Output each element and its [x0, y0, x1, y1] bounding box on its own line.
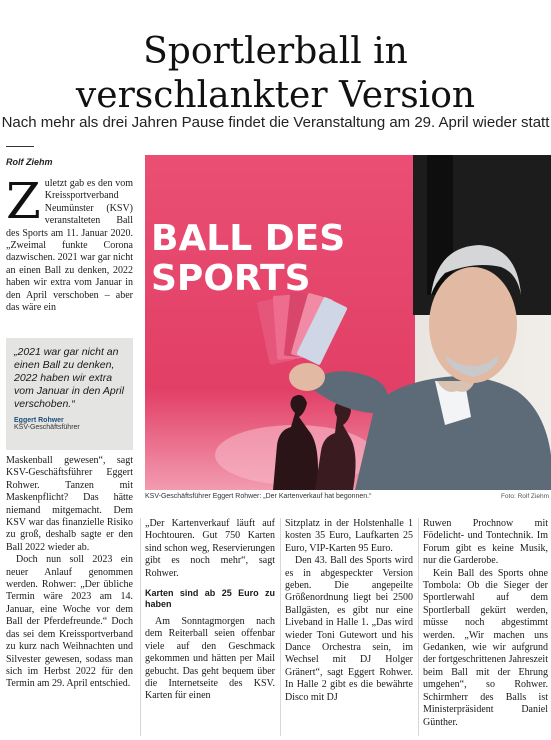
column-divider [280, 518, 281, 736]
paragraph: Den 43. Ball des Sports wird es in abgespeckter Version geben. Die angepeilte Größenordnung liegt bei 2500 Ballgästen, es gibt nur eine Liveband in Halle 1. „Das wird wieder Toni Gutewort und his Dance Orchestra sein, im Wechsel mit DJ Holger Gränert“, sagt Eggert Rohwer. In Halle 2 gibt es die bewährte Disco mit DJ [285, 555, 413, 703]
author-byline: Rolf Ziehm [6, 157, 53, 167]
headline-line-1: Sportlerball in [143, 31, 408, 73]
column-1-bottom [6, 455, 133, 691]
paragraph: Maskenball gewesen“, sagt KSV-Geschäftsführer Eggert Rohwer. Tanzen mit Maskenpflicht? Das hätte niemand mitgemacht. Dem KSV war das finanzielle Risiko zu groß, deshalb sagte er den Ball 2022 wieder ab. [6, 455, 133, 553]
column-3 [285, 518, 413, 704]
column-divider [140, 518, 141, 736]
pull-quote [6, 338, 133, 450]
article-photo [145, 155, 551, 490]
paragraph: Doch nun soll 2023 ein neuer Anlauf genommen werden. Rohwer: „Der übliche Termin wäre 2023 am 14. Januar, eine Woche vor dem Ball der Pferdefreunde.“ Doch das sei dem Kreissportverband zu kurz nach Weihnachten und Silvester gewesen, sodass man sich im Herbst 2022 für den Termin am 29. April entschied. [6, 554, 133, 690]
column-4 [423, 518, 548, 729]
pull-quote-text: „2021 war gar nicht an einen Ball zu denken, 2022 haben wir extra vom Januar in den April verschoben.“ [14, 346, 124, 410]
photo-credit: Foto: Rolf Ziehm [500, 493, 549, 500]
pull-quote-name: Eggert Rohwer [14, 417, 64, 424]
column-2 [145, 518, 275, 703]
subheadline: Nach mehr als drei Jahren Pause findet die Veranstaltung am 29. April wieder statt [1, 114, 550, 131]
caption-text: KSV-Geschäftsführer Eggert Rohwer: „Der Kartenverkauf hat begonnen.“ [145, 493, 372, 500]
photo-caption [145, 493, 551, 500]
photo-illustration [145, 155, 551, 490]
paragraph: „Der Kartenverkauf läuft auf Hochtouren. Gut 750 Karten sind schon weg, Reservierungen gibt es noch mehr“, sagt Rohwer. [145, 518, 275, 579]
paragraph: Sitzplatz in der Holstenhalle 1 kosten 35 Euro, Laufkarten 25 Euro, VIP-Karten 95 Euro. [285, 518, 413, 554]
paragraph: Am Sonntagmorgen nach dem Reiterball seien offenbar viele auf den Geschmack gekommen und hätten per Mail gebucht. Das geht bequem über die Internetseite des KSV. Karten für einen [145, 616, 275, 702]
dropcap: Z [6, 172, 41, 230]
poster-title-line-1: BALL DES [151, 218, 346, 259]
paragraph: Ruwen Prochnow mit Födelicht- und Tontechnik. Im Forum gibt es keine Musik, nur die Garderobe. [423, 518, 548, 567]
poster-title-line-2: SPORTS [151, 258, 311, 299]
man-face [429, 267, 517, 383]
headline-line-2: verschlankter Version [75, 75, 476, 117]
author-rule [6, 146, 34, 147]
column-1-top [6, 172, 133, 314]
headline [0, 30, 551, 118]
pull-quote-role: KSV-Geschäftsführer [14, 424, 80, 431]
column-divider [418, 518, 419, 736]
paragraph: Kein Ball des Sports ohne Tombola: Ob die Sieger der Sportlerwahl auf dem Sportlerball gekürt werden, müsse noch abgestimmt werden. „Wir machen uns Gedanken, wie wir aufgrund der fortgeschrittenen Jahreszeit beim Ball mit der Ehrung umgehen“, so Rohwer. Schirmherr des Balls ist Ministerpräsident Daniel Günther. [423, 567, 548, 728]
paragraph: uletzt gab es den vom Kreissportverband Neumünster (KSV) veranstalteten Ball des Sports am 11. Januar 2020. „Zweimal funkte Corona dazwischen. 2021 war gar nicht an einen Ball zu denken, 2022 haben wir extra vom Januar in den April verschoben – aber das wäre ein [6, 178, 133, 314]
section-subhead: Karten sind ab 25 Euro zu haben [145, 588, 275, 610]
